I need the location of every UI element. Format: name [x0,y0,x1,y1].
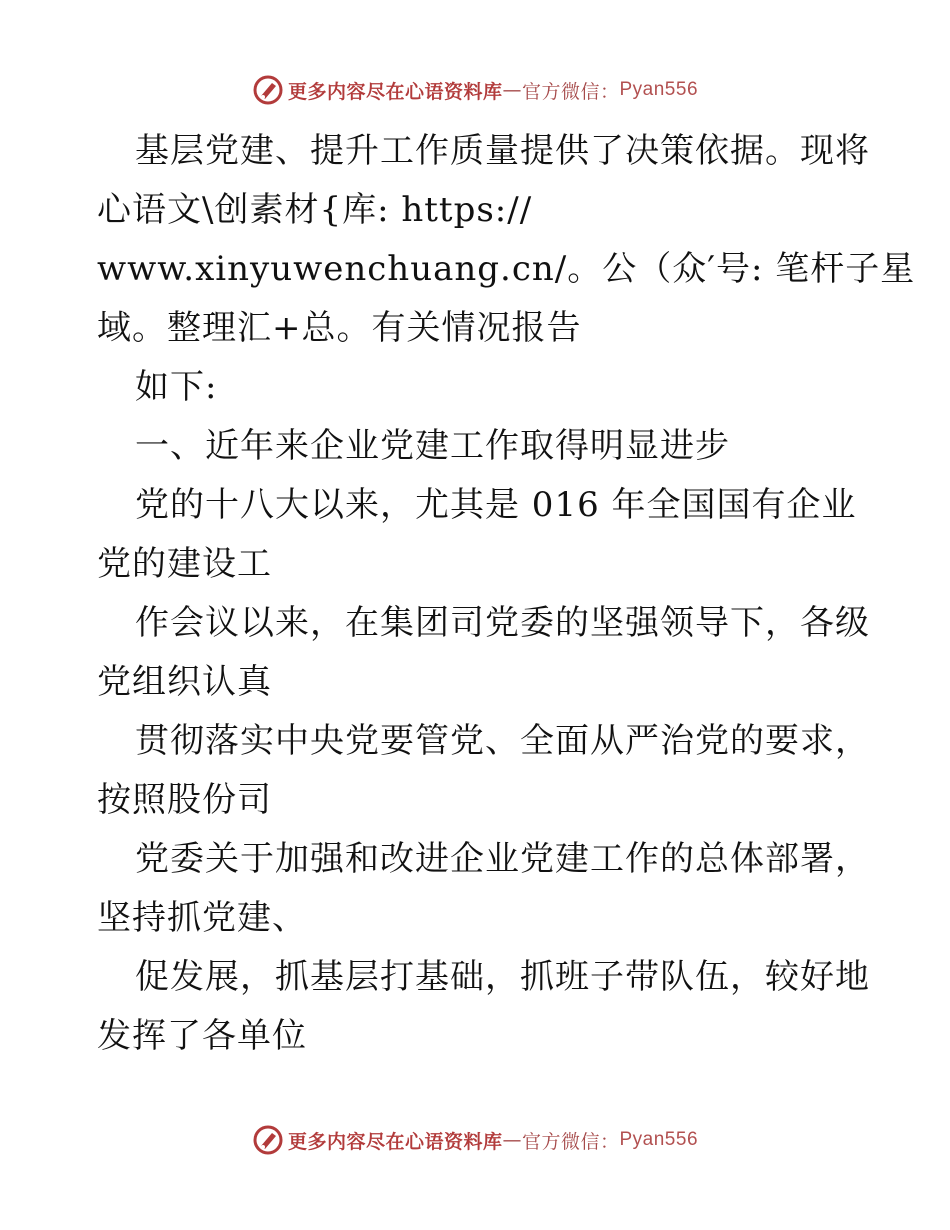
text-line: 党委关于加强和改进企业党建工作的总体部署， [135,839,870,879]
text-line: 如下: [135,367,218,407]
banner-wechat-id: Pyan556 [619,79,699,100]
header-banner [0,70,950,110]
text-line: 坚持抓党建、 [97,898,307,938]
banner-wechat-label: 官方微信： [521,1130,620,1153]
text-line: 贯彻落实中央党要管党、全面从严治党的要求， [135,721,870,761]
footer-banner [0,1120,950,1160]
section-heading: 一、近年来企业党建工作取得明显进步 [135,426,730,466]
banner-dash: — [502,79,522,101]
text-line: 党组织认真 [97,662,272,702]
text-line: 基层党建、提升工作质量提供了决策依据。现将 [135,131,870,171]
banner-wechat-label: 官方微信： [521,80,620,103]
banner-dash: — [502,1129,522,1151]
banner-title: 更多内容尽在心语资料库 [287,80,503,103]
text-line: 作会议以来，在集团司党委的坚强领导下，各级 [135,603,870,643]
text-line: www.xinyuwenchuang.cn/。公（众′号: 笔杆子星 [97,249,916,289]
text-line: 促发展，抓基层打基础，抓班子带队伍，较好地 [135,957,870,997]
text-line: 按照股份司 [97,780,272,820]
text-line: 党的建设工 [97,544,272,584]
banner-title: 更多内容尽在心语资料库 [287,1130,503,1153]
text-line: 党的十八大以来，尤其是 016 年全国国有企业 [135,485,857,525]
pen-logo-icon [252,1124,284,1156]
text-line: 发挥了各单位 [97,1016,307,1056]
banner-wechat-id: Pyan556 [619,1129,699,1150]
text-line: 心语文\创素材{库: https:// [97,190,533,230]
text-line: 域。整理汇+总。有关情况报告 [97,308,582,348]
document-body [97,122,916,1066]
pen-logo-icon [252,74,284,106]
